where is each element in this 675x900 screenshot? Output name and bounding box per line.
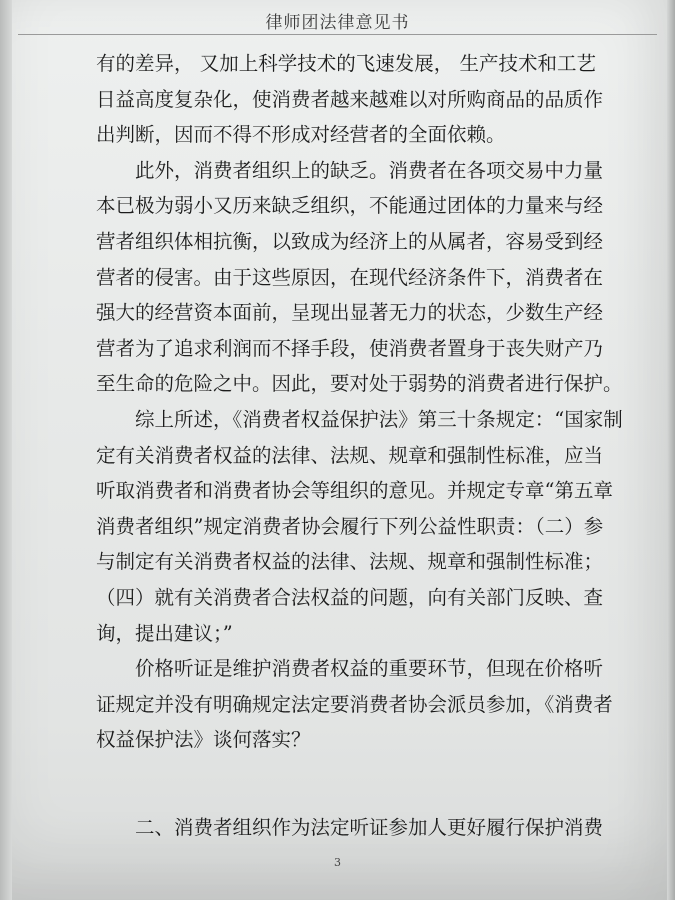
paragraph-line: 出判断，因而不得不形成对经营者的全面依赖。: [96, 123, 506, 147]
header-divider: [18, 34, 657, 35]
paragraph-line: 营者的侵害。由于这些原因，在现代经济条件下，消费者在: [96, 265, 604, 289]
paragraph-line: 此外，消费者组织上的缺乏。消费者在各项交易中力量: [135, 158, 604, 182]
section-gap: [96, 758, 596, 810]
paragraph-line: 强大的经营资本面前，呈现出显著无力的状态，少数生产经: [96, 301, 604, 325]
paragraph-line: 本已极为弱小又历来缺乏组织，不能通过团体的力量来与经: [96, 194, 604, 218]
page-edge-right: [667, 0, 675, 900]
paragraph-line: 综上所述，《消费者权益保护法》第三十条规定：“国家制: [135, 407, 623, 431]
paragraph-line: 营者为了追求利润而不择手段，使消费者置身于丧失财产乃: [96, 336, 604, 360]
paragraph-line: 至生命的危险之中。因此，要对处于弱势的消费者进行保护。: [96, 372, 623, 396]
paragraph-line: 有的差异， 又加上科学技术的飞速发展， 生产技术和工艺: [96, 52, 596, 75]
paragraph-line: 营者组织体相抗衡，以致成为经济上的从属者，容易受到经: [96, 229, 604, 253]
section-heading: 二、消费者组织作为法定听证参加人更好履行保护消费: [135, 815, 604, 839]
paragraph-line: 与制定有关消费者权益的法律、法规、规章和强制性标准；: [96, 550, 604, 574]
paragraph-line: 权益保护法》谈何落实？: [96, 728, 311, 752]
paragraph-line: 证规定并没有明确规定法定要消费者协会派员参加，《消费者: [96, 692, 613, 716]
paragraph-line: 日益高度复杂化，使消费者越来越难以对所购商品的品质作: [96, 87, 604, 111]
paragraph-line: 定有关消费者权益的法律、法规、规章和强制性标准，应当: [96, 443, 604, 467]
paragraph-line: 询，提出建议；”: [96, 621, 233, 645]
page-header: 律师团法律意见书: [265, 13, 410, 33]
paragraph-line: 听取消费者和消费者协会等组织的意见。并规定专章“第五章: [96, 479, 613, 503]
paragraph-line: 价格听证是维护消费者权益的重要环节，但现在价格听: [135, 657, 604, 681]
paragraph-line: 消费者组织”规定消费者协会履行下列公益性职责：（二）参: [96, 514, 604, 538]
body-text: [96, 46, 623, 845]
page-edge-left: [0, 0, 12, 900]
paragraph-line: （四）就有关消费者合法权益的问题，向有关部门反映、查: [96, 585, 604, 609]
page-number: 3: [334, 856, 341, 869]
